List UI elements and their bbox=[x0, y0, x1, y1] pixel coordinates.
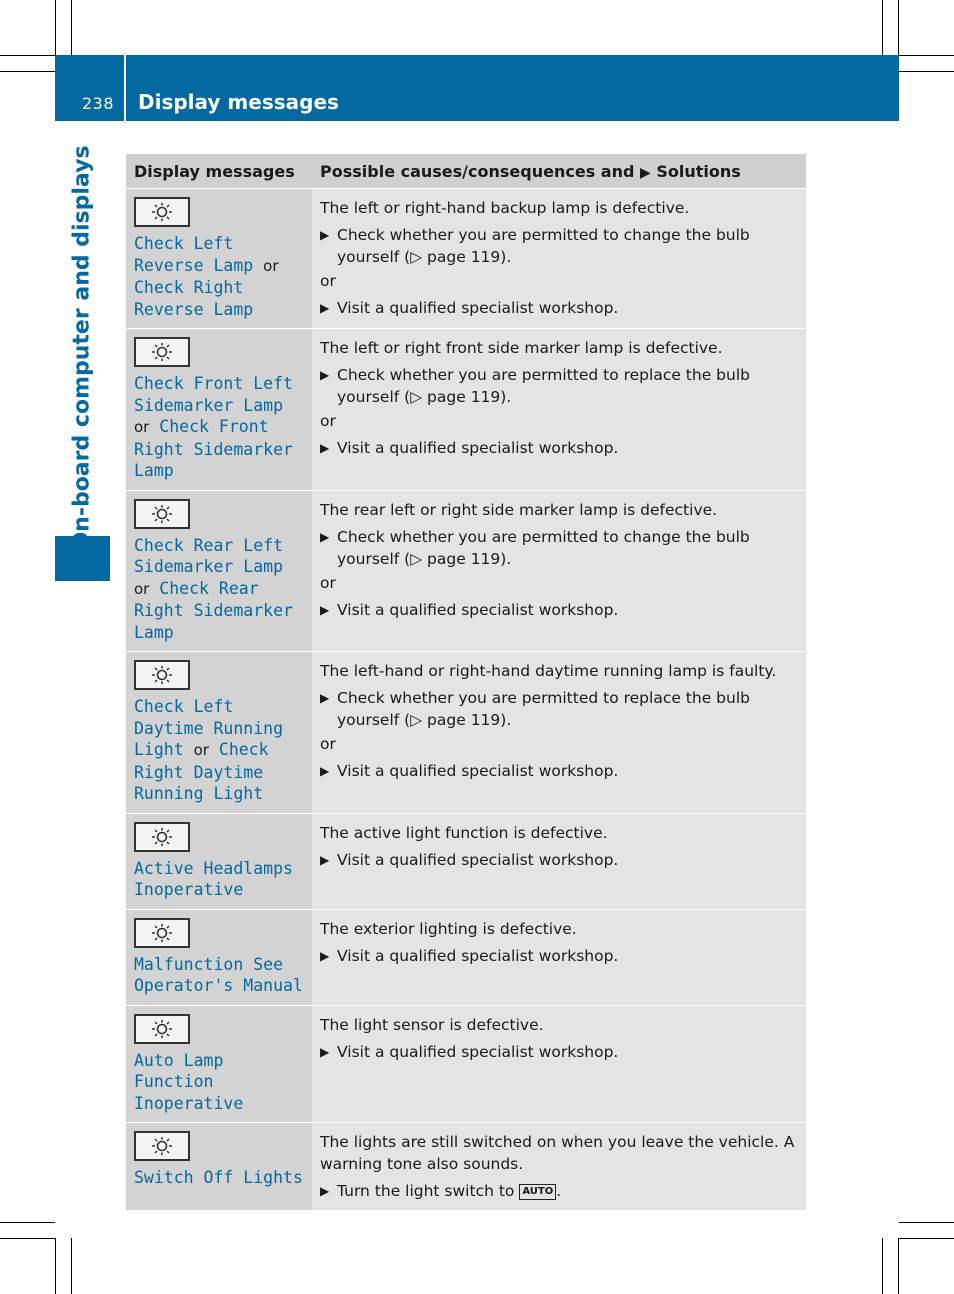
page-number: 238 bbox=[82, 94, 115, 113]
message-cell bbox=[126, 490, 312, 652]
message-cell bbox=[126, 1123, 312, 1211]
display-message: Check Rear Right Sidemarker Lamp bbox=[134, 578, 293, 642]
table-row bbox=[126, 813, 806, 909]
arrow-icon: ▶ bbox=[320, 602, 330, 617]
step-text: Check whether you are permitted to change the bulb yourself (▷ page 119). bbox=[337, 226, 750, 266]
arrow-icon: ▶ bbox=[320, 441, 330, 455]
table-row bbox=[126, 1123, 806, 1211]
table-row bbox=[126, 652, 806, 814]
bulb-warning-icon bbox=[134, 197, 190, 227]
step-text: Visit a qualified specialist workshop. bbox=[337, 946, 619, 965]
solution-step bbox=[320, 1041, 798, 1063]
table-header-row bbox=[126, 154, 806, 189]
display-message: Check Front Left Sidemarker Lamp bbox=[134, 374, 293, 415]
display-message: Check Left Reverse Lamp bbox=[134, 234, 254, 275]
arrow-icon: ▶ bbox=[320, 529, 330, 544]
crop-mark bbox=[899, 71, 954, 72]
crop-mark bbox=[882, 1238, 883, 1294]
cause-text: The active light function is defective. bbox=[320, 823, 608, 842]
solution-step bbox=[320, 364, 798, 408]
bulb-warning-icon bbox=[134, 499, 190, 529]
display-message: Switch Off Lights bbox=[134, 1168, 303, 1187]
or-label: or bbox=[320, 573, 336, 592]
display-message: Check Front Right Sidemarker Lamp bbox=[134, 417, 293, 480]
solution-cell bbox=[312, 189, 806, 329]
step-text: Check whether you are permitted to replace the bulb yourself (▷ page 119). bbox=[337, 689, 750, 729]
auto-switch-symbol: AUTO bbox=[519, 1184, 556, 1200]
arrow-icon: ▶ bbox=[320, 301, 330, 315]
or-label: or bbox=[263, 256, 279, 275]
page-title: Display messages bbox=[138, 90, 339, 114]
message-cell bbox=[126, 329, 312, 491]
solution-step bbox=[320, 687, 798, 731]
header-divider bbox=[124, 55, 126, 121]
step-text: Visit a qualified specialist workshop. bbox=[337, 299, 619, 317]
message-cell bbox=[126, 813, 312, 909]
column-header-text: Solutions bbox=[656, 161, 741, 181]
solution-step bbox=[320, 849, 798, 871]
bulb-warning-icon bbox=[134, 1131, 190, 1161]
solution-step bbox=[320, 526, 798, 570]
solution-step bbox=[320, 1180, 798, 1202]
table-row bbox=[126, 1005, 806, 1123]
crop-mark bbox=[898, 1238, 899, 1294]
bulb-warning-icon bbox=[134, 918, 190, 948]
crop-mark bbox=[0, 55, 55, 56]
solution-step bbox=[320, 760, 798, 782]
message-cell bbox=[126, 652, 312, 814]
crop-mark bbox=[0, 1238, 55, 1239]
step-text: Visit a qualified specialist workshop. bbox=[337, 439, 619, 457]
arrow-icon: ▶ bbox=[320, 764, 330, 778]
or-label: or bbox=[320, 735, 336, 753]
or-label: or bbox=[320, 272, 336, 290]
column-header-messages: Display messages bbox=[126, 154, 312, 189]
or-label: or bbox=[134, 579, 150, 598]
crop-mark bbox=[882, 0, 883, 55]
or-label: or bbox=[193, 741, 209, 759]
or-label: or bbox=[134, 418, 150, 436]
solution-step bbox=[320, 945, 798, 967]
cause-text: The left or right front side marker lamp is defective. bbox=[320, 339, 723, 357]
solution-cell bbox=[312, 652, 806, 814]
arrow-icon: ▶ bbox=[320, 1184, 330, 1198]
arrow-icon: ▶ bbox=[320, 852, 330, 867]
arrow-icon: ▶ bbox=[320, 368, 330, 382]
step-text-end: . bbox=[556, 1182, 562, 1200]
arrow-icon: ▶ bbox=[320, 228, 330, 242]
section-label: On-board computer and displays bbox=[69, 145, 95, 551]
display-message: Check Right Daytime Running Light bbox=[134, 740, 269, 803]
bulb-warning-icon bbox=[134, 1014, 190, 1044]
solution-step bbox=[320, 224, 798, 268]
bulb-warning-icon bbox=[134, 822, 190, 852]
table-row bbox=[126, 329, 806, 491]
display-message: Check Rear Left Sidemarker Lamp bbox=[134, 535, 284, 576]
solution-step bbox=[320, 599, 798, 621]
step-text: Visit a qualified specialist workshop. bbox=[337, 600, 619, 619]
crop-mark bbox=[0, 1222, 55, 1223]
solution-step bbox=[320, 297, 798, 319]
display-message: Auto Lamp Function Inoperative bbox=[134, 1050, 244, 1113]
display-message: Active Headlamps Inoperative bbox=[134, 858, 293, 899]
message-cell bbox=[126, 189, 312, 329]
crop-mark bbox=[55, 0, 56, 55]
message-cell bbox=[126, 1005, 312, 1123]
display-messages-table bbox=[126, 154, 806, 1210]
crop-mark bbox=[899, 1222, 954, 1223]
crop-mark bbox=[55, 1238, 56, 1294]
arrow-icon: ▶ bbox=[320, 948, 330, 963]
bulb-warning-icon bbox=[134, 337, 190, 367]
solution-cell bbox=[312, 813, 806, 909]
display-message: Check Right Reverse Lamp bbox=[134, 278, 254, 319]
cause-text: The light sensor is defective. bbox=[320, 1015, 544, 1034]
cause-text: The exterior lighting is defective. bbox=[320, 919, 577, 938]
cause-text: The left-hand or right-hand daytime running lamp is faulty. bbox=[320, 662, 777, 680]
solution-cell bbox=[312, 490, 806, 652]
display-message: Malfunction See Operator's Manual bbox=[134, 954, 303, 995]
column-header-text: Possible causes/consequences and bbox=[320, 161, 635, 181]
arrow-icon: ▶ bbox=[320, 1044, 330, 1059]
cause-text: The left or right-hand backup lamp is defective. bbox=[320, 199, 690, 217]
display-message: Check Left Daytime Running Light bbox=[134, 697, 284, 759]
step-text: Visit a qualified specialist workshop. bbox=[337, 1042, 619, 1061]
step-text: Turn the light switch to bbox=[337, 1182, 515, 1200]
bulb-warning-icon bbox=[134, 660, 190, 690]
solution-cell bbox=[312, 1005, 806, 1123]
crop-mark bbox=[71, 0, 72, 55]
solution-cell bbox=[312, 1123, 806, 1211]
message-cell bbox=[126, 909, 312, 1005]
column-header-solutions bbox=[312, 154, 806, 189]
table-row bbox=[126, 490, 806, 652]
solution-cell bbox=[312, 329, 806, 491]
table-row bbox=[126, 909, 806, 1005]
crop-mark bbox=[0, 71, 55, 72]
crop-mark bbox=[899, 1238, 954, 1239]
cause-text: The lights are still switched on when you leave the vehicle. A warning tone also sounds. bbox=[320, 1133, 795, 1173]
crop-mark bbox=[899, 55, 954, 56]
crop-mark bbox=[898, 0, 899, 55]
step-text: Check whether you are permitted to change the bulb yourself (▷ page 119). bbox=[337, 527, 750, 568]
arrow-icon: ▶ bbox=[320, 691, 330, 705]
step-text: Visit a qualified specialist workshop. bbox=[337, 762, 619, 780]
or-label: or bbox=[320, 412, 336, 430]
table-row bbox=[126, 189, 806, 329]
solution-step bbox=[320, 437, 798, 459]
cause-text: The rear left or right side marker lamp is defective. bbox=[320, 500, 718, 519]
solution-cell bbox=[312, 909, 806, 1005]
step-text: Visit a qualified specialist workshop. bbox=[337, 850, 619, 869]
crop-mark bbox=[71, 1238, 72, 1294]
arrow-icon: ▶ bbox=[640, 164, 651, 181]
step-text: Check whether you are permitted to replace the bulb yourself (▷ page 119). bbox=[337, 366, 750, 406]
